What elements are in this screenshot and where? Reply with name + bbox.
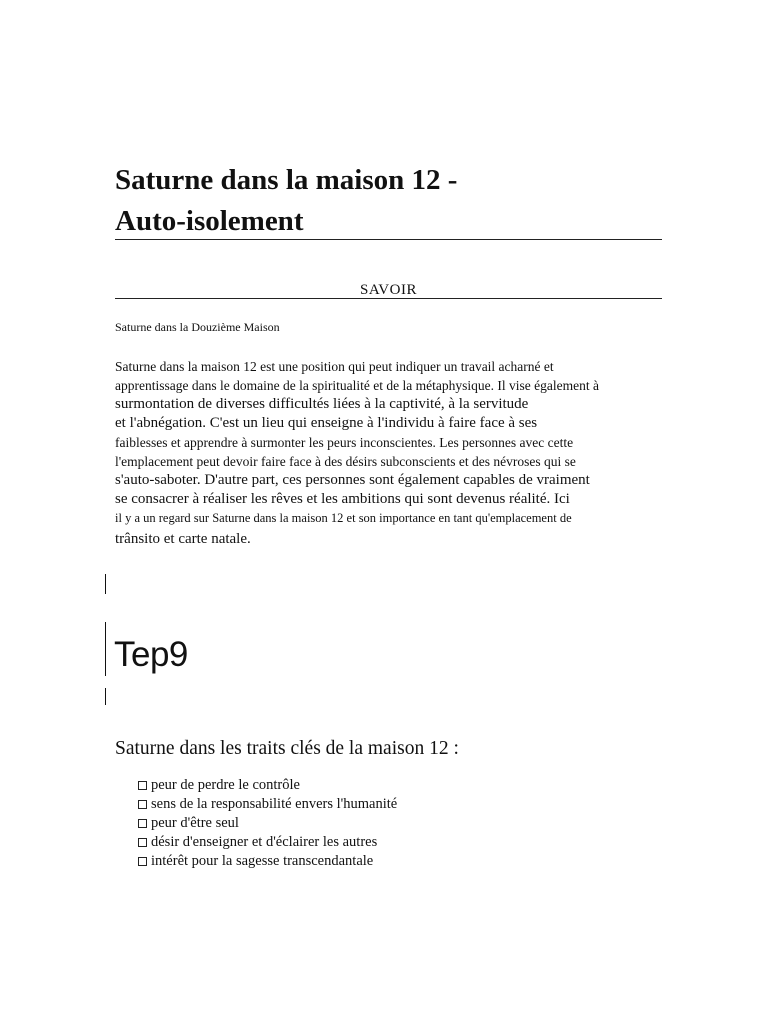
list-item (137, 776, 397, 795)
logo-text: Tep9 (114, 635, 188, 674)
checkbox-icon (138, 857, 147, 866)
paragraph-line: et l'abnégation. C'est un lieu qui enseigne à l'individu à faire face à ses (115, 415, 538, 431)
traits-heading: Saturne dans les traits clés de la maison 12 : (115, 738, 459, 759)
page-title (115, 160, 663, 242)
body-paragraph (115, 357, 675, 549)
list-item (137, 814, 397, 833)
title-line-2: Auto-isolement (115, 205, 304, 237)
list-item (137, 852, 397, 871)
paragraph-line: trânsito et carte natale. (115, 531, 251, 547)
checkbox-icon (138, 800, 147, 809)
paragraph-line: il y a un regard sur Saturne dans la maison 12 et son importance en tant qu'emplacement de (115, 511, 572, 525)
checkbox-icon (138, 819, 147, 828)
trait-text: peur d'être seul (151, 815, 239, 831)
paragraph-line: s'auto-saboter. D'autre part, ces personnes sont également capables de vraiment (115, 472, 590, 488)
trait-text: peur de perdre le contrôle (151, 777, 300, 793)
paragraph-line: Saturne dans la maison 12 est une position qui peut indiquer un travail acharné et (115, 359, 554, 374)
title-line-1: Saturne dans la maison 12 - (115, 164, 458, 196)
paragraph-line: se consacrer à réaliser les rêves et les ambitions qui sont devenus réalité. Ici (115, 491, 570, 507)
text-cursor-mark (105, 574, 106, 594)
subheading: Saturne dans la Douzième Maison (115, 320, 280, 334)
checkbox-icon (138, 781, 147, 790)
list-item (137, 795, 397, 814)
checkbox-icon (138, 838, 147, 847)
section-underline (115, 298, 662, 299)
paragraph-line: surmontation de diverses difficultés liées à la captivité, à la servitude (115, 396, 529, 412)
paragraph-line: l'emplacement peut devoir faire face à des désirs subconscients et des névroses qui se (115, 454, 576, 469)
trait-text: désir d'enseigner et d'éclairer les autres (151, 834, 378, 850)
paragraph-line: faiblesses et apprendre à surmonter les peurs inconscientes. Les personnes avec cette (115, 435, 574, 450)
text-cursor-mark (105, 622, 106, 676)
paragraph-line: apprentissage dans le domaine de la spiritualité et de la métaphysique. Il vise également à (115, 378, 599, 393)
trait-text: sens de la responsabilité envers l'humanité (151, 796, 398, 812)
traits-list (137, 776, 397, 871)
title-underline (115, 239, 662, 240)
section-label: SAVOIR (360, 282, 417, 298)
text-cursor-mark (105, 688, 106, 705)
trait-text: intérêt pour la sagesse transcendantale (151, 853, 374, 869)
list-item (137, 833, 397, 852)
